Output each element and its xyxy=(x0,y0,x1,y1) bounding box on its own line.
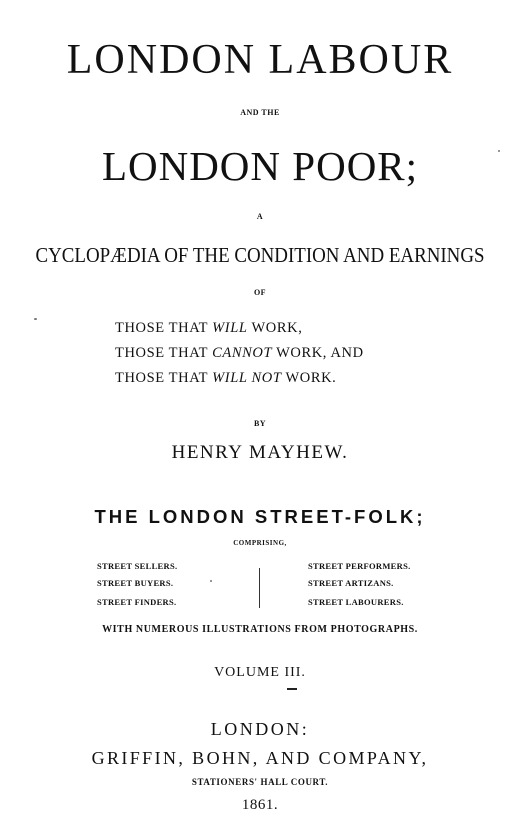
those-line-1-post: WORK, xyxy=(247,320,303,336)
category-left-2: STREET BUYERS. xyxy=(97,578,174,588)
subtitle: CYCLOPÆDIA OF THE CONDITION AND EARNINGS xyxy=(35,243,485,267)
comprising-text: COMPRISING, xyxy=(233,539,287,547)
illustrations-note: WITH NUMEROUS ILLUSTRATIONS FROM PHOTOGRAPHS. xyxy=(102,624,418,635)
series-title: THE LONDON STREET-FOLK; xyxy=(94,506,426,527)
those-line-3-pre: THOSE THAT xyxy=(115,370,213,386)
publication-year: 1861. xyxy=(241,797,279,813)
decorative-dash xyxy=(287,688,297,690)
category-left-3: STREET FINDERS. xyxy=(97,597,177,607)
category-divider xyxy=(259,568,260,608)
those-line-2-em: CANNOT xyxy=(212,345,273,361)
category-right-3: STREET LABOURERS. xyxy=(308,597,404,607)
publication-place: LONDON: xyxy=(210,719,310,739)
those-line-2 xyxy=(115,343,364,363)
those-line-2-pre: THOSE THAT xyxy=(115,345,213,361)
title-line-1: LONDON LABOUR xyxy=(66,37,454,83)
those-line-1 xyxy=(115,318,302,338)
paper-speck xyxy=(34,318,37,320)
those-line-3-em: WILL NOT xyxy=(212,370,282,386)
those-line-1-pre: THOSE THAT xyxy=(115,320,213,336)
author-name: HENRY MAYHEW. xyxy=(171,442,349,463)
title-line-2: LONDON POOR; xyxy=(101,143,419,189)
those-line-2-post: WORK, AND xyxy=(272,345,364,361)
of-text: OF xyxy=(253,288,267,297)
paper-speck xyxy=(498,150,500,152)
paper-speck xyxy=(210,580,212,582)
category-right-1: STREET PERFORMERS. xyxy=(308,561,411,571)
category-right-2: STREET ARTIZANS. xyxy=(308,578,394,588)
those-line-3 xyxy=(115,368,336,388)
publisher-name: GRIFFIN, BOHN, AND COMPANY, xyxy=(91,748,429,768)
article-text: A xyxy=(256,212,264,221)
those-line-3-post: WORK. xyxy=(281,370,337,386)
by-text: BY xyxy=(253,419,267,428)
volume-number: VOLUME III. xyxy=(214,665,306,680)
and-the-text: AND THE xyxy=(240,108,280,117)
those-line-1-em: WILL xyxy=(212,320,248,336)
publisher-address: STATIONERS' HALL COURT. xyxy=(191,777,329,787)
category-left-1: STREET SELLERS. xyxy=(97,561,178,571)
